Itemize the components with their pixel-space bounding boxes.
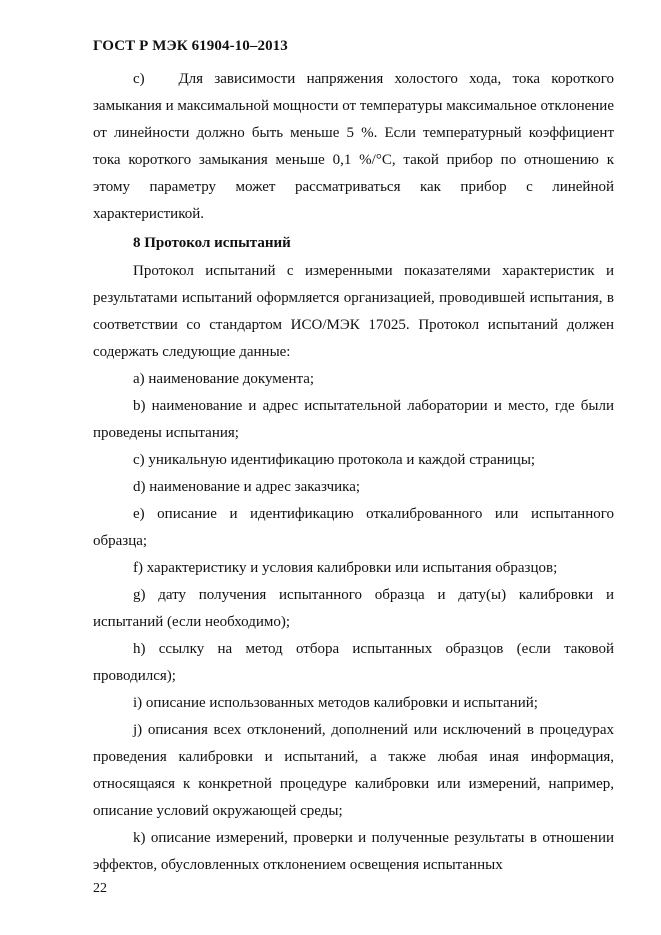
- list-item-g: g) дату получения испытанного образца и дату(ы) калибровки и испытаний (если необходимо);: [93, 587, 614, 630]
- list-item-e: e) описание и идентификацию откалиброванного или испытанного образца;: [93, 506, 614, 549]
- document-body: [93, 66, 614, 879]
- list-item-c: c) уникальную идентификацию протокола и каждой страницы;: [133, 452, 536, 468]
- list-item-i: i) описание использованных методов калибровки и испытаний;: [133, 695, 538, 711]
- list-item-b: b) наименование и адрес испытательной лаборатории и место, где были проведены испытания;: [93, 398, 614, 441]
- list-item-k: k) описание измерений, проверки и полученные результаты в отношении эффектов, обусловленных отклонением освещения испытанных: [93, 830, 614, 873]
- section-heading: 8 Протокол испытаний: [133, 235, 291, 251]
- paragraph-protocol-intro: Протокол испытаний с измеренными показателями характеристик и результатами испытаний оформляется организацией, проводившей испытания, в соответствии со стандартом ИСО/МЭК 17025. Протокол испытаний должен содержать следующие данные:: [93, 263, 614, 360]
- list-item-h: h) ссылку на метод отбора испытанных образцов (если таковой проводился);: [93, 641, 614, 684]
- list-item-a: a) наименование документа;: [133, 371, 315, 387]
- list-item-f: f) характеристику и условия калибровки или испытания образцов;: [133, 560, 558, 576]
- list-item-d: d) наименование и адрес заказчика;: [133, 479, 361, 495]
- document-header: ГОСТ Р МЭК 61904-10–2013: [93, 38, 288, 54]
- page-number: 22: [93, 881, 107, 896]
- list-item-j: j) описания всех отклонений, дополнений или исключений в процедурах проведения калибровки и испытаний, а также любая иная информация, относящаяся к конкретной процедуре калибровки или измерений, например, описание условий окружающей среды;: [93, 722, 614, 819]
- paragraph-item-c: c) Для зависимости напряжения холостого хода, тока короткого замыкания и максимальной мощности от температуры максимальное отклонение от линейности должно быть меньше 5 %. Если температурный коэффициент тока короткого замыкания меньше 0,1 %/°C, такой прибор по отношению к этому параметру может рассматриваться как прибор с линейной характеристикой.: [93, 71, 614, 222]
